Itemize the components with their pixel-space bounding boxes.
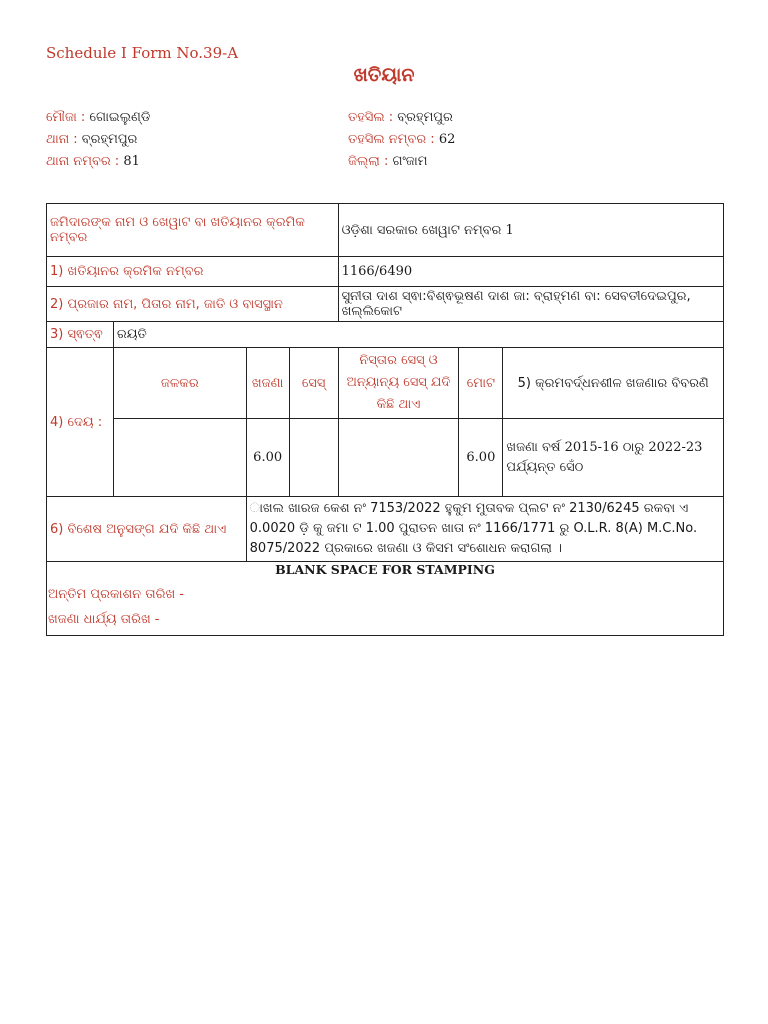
deya-label: 4) ଦେୟ : xyxy=(47,348,114,497)
val-khajana: 6.00 xyxy=(246,419,289,497)
district-row xyxy=(348,151,455,173)
zamindar-value xyxy=(338,204,723,257)
kram-suffix: ପର୍ଯ୍ୟନ୍ତ ସେଁଠ xyxy=(506,459,584,475)
stamping-title: BLANK SPACE FOR STAMPING xyxy=(275,562,495,577)
meta-right-block xyxy=(348,107,455,173)
mouza-label: ମୌଜା : xyxy=(46,110,90,125)
district-value: ଗଂଜାମ xyxy=(392,154,428,169)
tahasil-number-value: 62 xyxy=(438,132,456,147)
khatiyan-table xyxy=(46,203,724,636)
zamindar-value-number: 1 xyxy=(505,222,514,238)
final-publication-date-label: ଅନ୍ତିମ ପ୍ରକାଶନ ତାରିଖ - xyxy=(48,587,184,602)
thana-number-row xyxy=(46,151,151,173)
kram-mid: ଠାରୁ xyxy=(618,439,649,455)
form-number: Schedule I Form No.39-A xyxy=(46,44,239,62)
swatwa-row xyxy=(47,322,724,348)
bishesh-label: 6) ବିଶେଷ ଅନୁସଙ୍ଗ ଯଦି କିଛି ଥାଏ xyxy=(47,497,247,562)
bishesh-value: ାଖଲ ଖାରଜ କେଶ ନଂ 7153/2022 ହୁକୁମ ମୁତାବକ ପ୍ଲଟ ନଂ 2130/6245 ରକବା ଏ 0.0020 ଡ଼ି କୁ ଜମା ଟ 1.00 ପୁରାତନ ଖାତା ନଂ 1166/1771 ରୁ O.L.R. 8(A) M.C.No. 8075/2022 ପ୍ରକାରେ ଖଜଣା ଓ କିସମ ସଂଶୋଧନ କରାଗଲା । xyxy=(246,497,723,562)
stamping-row xyxy=(47,562,724,636)
thana-number-label: ଥାନା ନମ୍ବର : xyxy=(46,154,124,169)
mouza-value: ଗୋଇଲୁଣ୍ଡି xyxy=(89,110,151,125)
col-jalkar: ଜଳକର xyxy=(113,348,246,419)
kram-start-year: 2015-16 xyxy=(564,439,619,455)
khatiyan-number-label: 1) ଖତିୟାନର କ୍ରମିକ ନମ୍ବର xyxy=(47,257,339,287)
val-jalkar xyxy=(113,419,246,497)
thana-label: ଥାନା : xyxy=(46,132,82,147)
col-ses: ସେସ୍ xyxy=(289,348,338,419)
col-kram: 5) କ୍ରମବର୍ଦ୍ଧନଶୀଳ ଖଜଣାର ବିବରଣି xyxy=(503,348,724,419)
kram-end-year: 2022-23 xyxy=(648,439,703,455)
zamindar-value-text: ଓଡ଼ିଶା ସରକାର ଖେୱାଟ ନମ୍ବର xyxy=(341,222,506,238)
zamindar-label: ଜମିଦାରଙ୍କ ନାମ ଓ ଖେୱାଟ ବା ଖତିୟାନର କ୍ରମିକ ନମ୍ବର xyxy=(47,204,339,257)
col-mot: ମୋଟ xyxy=(459,348,503,419)
meta-left-block xyxy=(46,107,151,173)
kram-prefix: ଖଜଣା ବର୍ଷ xyxy=(506,439,565,455)
val-kram xyxy=(503,419,724,497)
deya-header-row xyxy=(47,348,724,419)
swatwa-value: ରୟତି xyxy=(113,322,723,348)
tahasil-value: ବ୍ରହ୍ମପୁର xyxy=(397,110,453,125)
thana-value: ବ୍ରହ୍ମପୁର xyxy=(81,132,138,147)
page-title: ଖତିୟାନ xyxy=(353,64,415,86)
praja-value: ସୁନୀତା ଦାଶ ସ୍ଵା:ବିଶ୍ଵଭୂଷଣ ଦାଶ ଜା: ବ୍ରାହ୍ମଣ ବା: ସେବତୀଦେଇପୁର, ଖଲ୍ଲିକୋଟ xyxy=(338,287,723,322)
tahasil-number-row xyxy=(348,129,455,151)
mouza-row xyxy=(46,107,151,129)
khatiyan-number-value: 1166/6490 xyxy=(338,257,723,287)
bishesh-row xyxy=(47,497,724,562)
khatiyan-number-row xyxy=(47,257,724,287)
thana-number-value: 81 xyxy=(123,154,140,169)
zamindar-row xyxy=(47,204,724,257)
val-nistar xyxy=(338,419,459,497)
stamping-lines xyxy=(47,587,723,627)
district-label: ଜିଲ୍ଲା : xyxy=(348,154,393,169)
val-ses xyxy=(289,419,338,497)
tahasil-number-label: ତହସିଲ ନମ୍ବର : xyxy=(348,132,439,147)
tahasil-row xyxy=(348,107,455,129)
stamping-cell xyxy=(47,562,724,636)
deya-value-row xyxy=(47,419,724,497)
val-mot: 6.00 xyxy=(459,419,503,497)
col-khajana: ଖଜଣା xyxy=(246,348,289,419)
thana-row xyxy=(46,129,151,151)
praja-row xyxy=(47,287,724,322)
col-nistar: ନିସ୍ତାର ସେସ୍ ଓ ଅନ୍ୟାନ୍ୟ ସେସ୍ ଯଦି କିଛି ଥାଏ xyxy=(338,348,459,419)
praja-label: 2) ପ୍ରଜାର ନାମ, ପିତାର ନାମ, ଜାତି ଓ ବାସସ୍ଥାନ xyxy=(47,287,339,322)
khajana-fixed-date-label: ଖଜଣା ଧାର୍ଯ୍ୟ ତାରିଖ - xyxy=(48,612,160,627)
tahasil-label: ତହସିଲ : xyxy=(348,110,398,125)
swatwa-label: 3) ସ୍ଵତ୍ଵ xyxy=(47,322,114,348)
